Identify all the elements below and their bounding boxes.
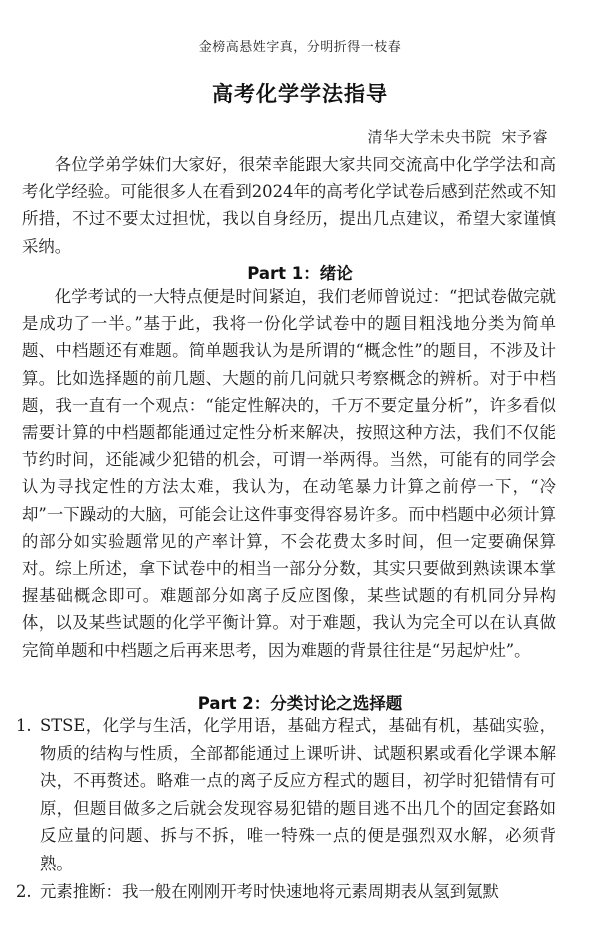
part2-heading: Part 2：分类讨论之选择题 — [197, 694, 403, 713]
list-item-text: STSE，化学与生活，化学用语，基础方程式，基础有机，基础实验，物质的结构与性质，全部都能通过上课听讲、试题积累或看化学课本解决，不再赘述。略难一点的离子反应方程式的题目，初学时犯错情有可原，但题目做多之后就会发现容易犯错的题目逃不出几个的固定套路如反应量的问题、拆与不拆，唯一特殊一点的便是强烈双水解，必须背熟。 — [40, 716, 556, 873]
intro-paragraph: 各位学弟学妹们大家好，很荣幸能跟大家共同交流高中化学学法和高考化学经验。可能很多人在看到2024年的高考化学试卷后感到茫然或不知所措，不过不要太过担忧，我以自身经历，提出几点建议，希望大家谨慎采纳。 — [22, 155, 556, 256]
list-item-number: 2. — [16, 881, 32, 901]
part2-list — [16, 712, 556, 905]
intro-section — [22, 151, 556, 260]
author-name: 宋予睿 — [501, 128, 548, 146]
author-institution: 清华大学未央书院 — [367, 128, 492, 146]
part1-heading: Part 1：绪论 — [247, 264, 353, 283]
list-item — [16, 878, 556, 906]
author-line — [367, 126, 548, 147]
list-item-text: 元素推断：我一般在刚刚开考时快速地将元素周期表从氢到氪默 — [40, 881, 499, 901]
document-title: 高考化学学法指导 — [212, 82, 388, 106]
part1-paragraph: 化学考试的一大特点便是时间紧迫，我们老师曾说过：“把试卷做完就是成功了一半。”基于此，我将一份化学试卷中的题目粗浅地分类为简单题、中档题还有难题。简单题我认为是所谓的“概念性”的题目，不涉及计算。比如选择题的前几题、大题的前几问就只考察概念的辨析。对于中档题，我一直有一个观点：“能定性解决的，千万不要定量分析”，许多看似需要计算的中档题都能通过定性分析来解决，按照这种方法，我们不仅能节约时间，还能减少犯错的机会，可谓一举两得。当然，可能有的同学会认为寻找定性的方法太难，我认为，在动笔暴力计算之前停一下，“冷却”一下躁动的大脑，可能会让这件事变得容易许多。而中档题中必须计算的部分如实验题常见的产率计算，不会花费太多时间，但一定要确保算对。综上所述，拿下试卷中的相当一部分分数，其实只要做到熟读课本掌握基础概念即可。难题部分如离子反应图像，某些试题的有机同分异构体，以及某些试题的化学平衡计算。对于难题，我认为完全可以在认真做完简单题和中档题之后再来思考，因为难题的背景往往是“另起炉灶”。 — [22, 287, 556, 660]
list-item — [16, 712, 556, 878]
part1-section — [22, 283, 556, 664]
list-item-number: 1. — [16, 716, 32, 735]
header-motto: 金榜高悬姓字真，分明折得一枝春 — [198, 40, 402, 55]
